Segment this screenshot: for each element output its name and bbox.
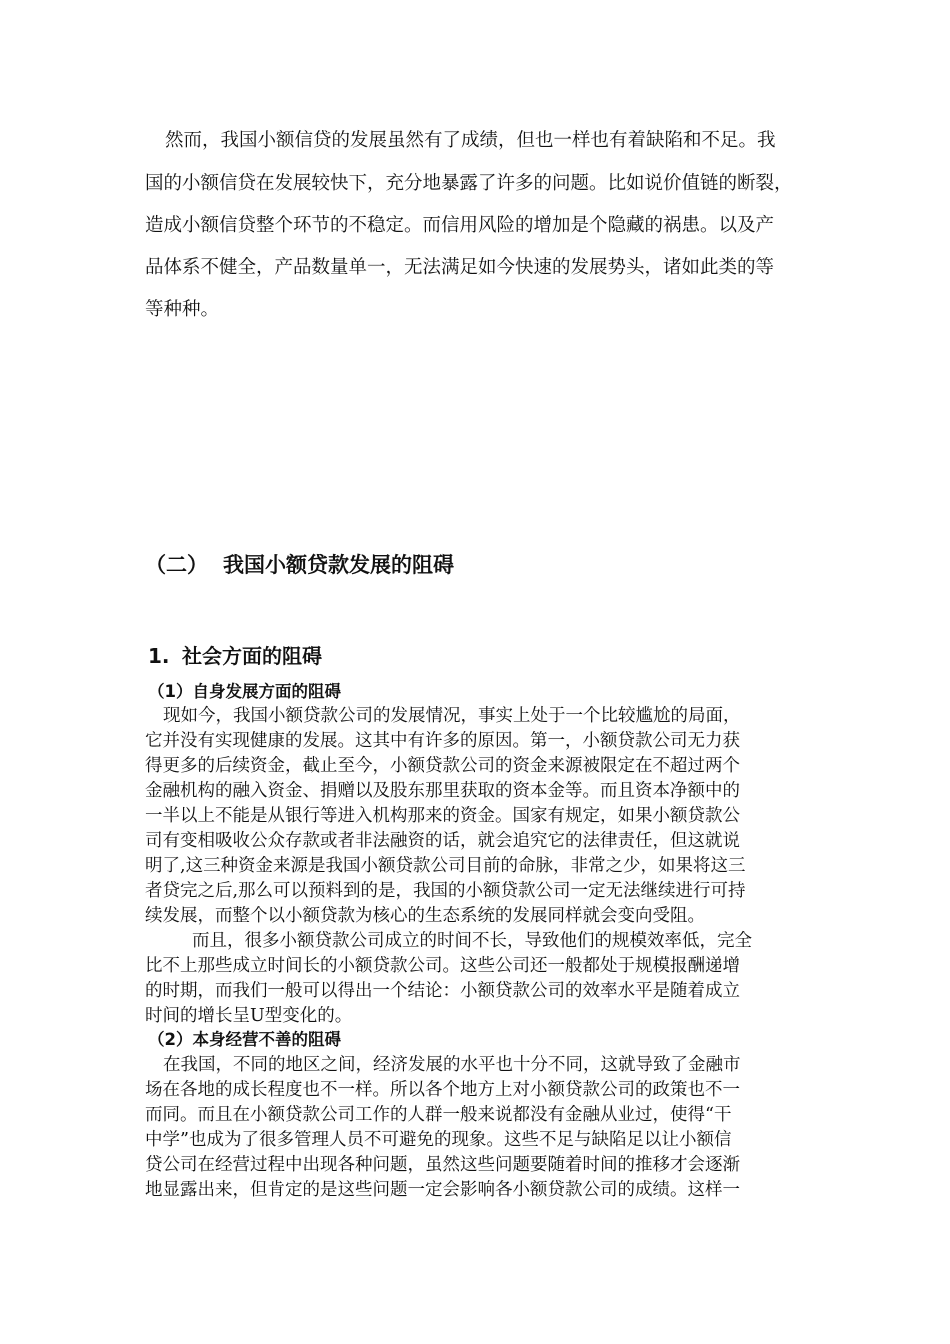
body-line: 续发展，而整个以小额贷款为核心的生态系统的发展同样就会变向受阻。	[145, 906, 705, 926]
intro-line: 等种种。	[145, 299, 220, 320]
body-line: 现如今，我国小额贷款公司的发展情况，事实上处于一个比较尴尬的局面，	[163, 706, 741, 726]
body-line: 在我国，不同的地区之间，经济发展的水平也十分不同，这就导致了金融市	[163, 1055, 741, 1075]
section-title: 我国小额贷款发展的阻碍	[223, 553, 454, 577]
body-line: 金融机构的融入资金、捐赠以及股东那里获取的资本金等。而且资本净额中的	[145, 781, 740, 801]
body-line: 场在各地的成长程度也不一样。所以各个地方上对小额贷款公司的政策也不一	[145, 1080, 740, 1100]
subsection-title: 社会方面的阻碍	[182, 644, 322, 668]
section-heading	[145, 553, 454, 577]
body-line: 得更多的后续资金，截止至今，小额贷款公司的资金来源被限定在不超过两个	[145, 756, 740, 776]
intro-line: 品体系不健全，产品数量单一，无法满足如今快速的发展势头，诸如此类的等	[145, 257, 775, 278]
body-line: 贷公司在经营过程中出现各种问题，虽然这些问题要随着时间的推移才会逐渐	[145, 1155, 740, 1175]
subsection-number: 1.	[148, 644, 170, 668]
subsection-heading	[148, 644, 322, 668]
body-line: 而且，很多小额贷款公司成立的时间不长，导致他们的规模效率低，完全	[192, 931, 752, 951]
body-line: 明了,这三种资金来源是我国小额贷款公司目前的命脉，非常之少，如果将这三	[145, 856, 746, 876]
body-line: 一半以上不能是从银行等进入机构那来的资金。国家有规定，如果小额贷款公	[145, 806, 740, 826]
intro-line: 然而，我国小额信贷的发展虽然有了成绩，但也一样也有着缺陷和不足。我	[165, 130, 776, 151]
body-line: 它并没有实现健康的发展。这其中有许多的原因。第一，小额贷款公司无力获	[145, 731, 740, 751]
body-line: 而同。而且在小额贷款公司工作的人群一般来说都没有金融从业过，使得“干	[145, 1105, 732, 1125]
body-line: 地显露出来，但肯定的是这些问题一定会影响各小额贷款公司的成绩。这样一	[145, 1180, 740, 1200]
body-line: 比不上那些成立时间长的小额贷款公司。这些公司还一般都处于规模报酬递增	[145, 956, 740, 976]
body-line: 司有变相吸收公众存款或者非法融资的话，就会追究它的法律责任，但这就说	[145, 831, 740, 851]
point-heading: （2）本身经营不善的阻碍	[148, 1030, 341, 1049]
body-line: 的时期，而我们一般可以得出一个结论：小额贷款公司的效率水平是随着成立	[145, 981, 740, 1001]
body-line: 者贷完之后,那么可以预料到的是，我国的小额贷款公司一定无法继续进行可持	[145, 881, 746, 901]
point-heading: （1）自身发展方面的阻碍	[148, 682, 341, 701]
intro-line: 国的小额信贷在发展较快下，充分地暴露了许多的问题。比如说价值链的断裂，	[145, 173, 793, 194]
body-line: 时间的增长呈U型变化的。	[145, 1006, 353, 1026]
section-number: （二）	[145, 553, 208, 577]
intro-line: 造成小额信贷整个环节的不稳定。而信用风险的增加是个隐藏的祸患。以及产	[145, 215, 775, 236]
body-line: 中学”也成为了很多管理人员不可避免的现象。这些不足与缺陷足以让小额信	[145, 1130, 732, 1150]
